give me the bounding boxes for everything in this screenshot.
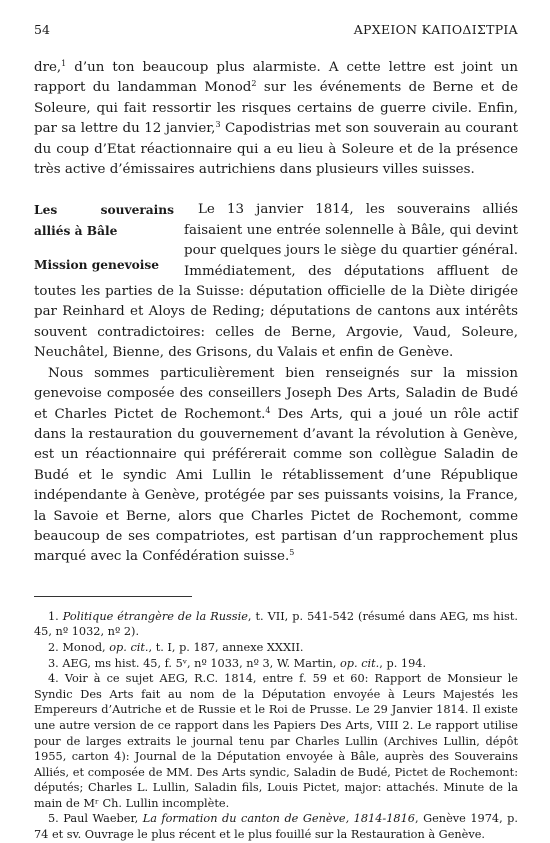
note-title: op. cit. <box>109 640 149 654</box>
text-run: d’un ton beaucoup plus alarmiste. A cette lettre est joint un rapport du landamman Monod <box>34 60 518 96</box>
text-run: sur les événements de Berne et de Soleure, qui fait ressortir les risques certains de guerre civile. Enfin, par sa lettre du 12 janvier, <box>34 80 518 137</box>
side-heading-souverains: Les souverains alliés à Bâle <box>34 203 174 238</box>
paragraph-1 <box>34 58 518 180</box>
note-text: , t. VII, p. 541-542 (résumé dans AEG, ms hist. 45, nº 1032, nº 2). <box>34 609 518 639</box>
note-title: Politique étrangère de la Russie <box>62 609 248 623</box>
note-title: op. cit. <box>339 656 380 670</box>
note-text: 3. AEG, ms hist. 45, f. 5ᵛ, nº 1033, nº 3, W. Martin, <box>48 656 340 670</box>
footnote-2 <box>34 640 518 656</box>
running-header <box>34 22 518 44</box>
footnote-ref-5: 5 <box>289 548 295 558</box>
paragraph-2: Le 13 janvier 1814, les souverains alliés faisaient une entrée solennelle à Bâle, qui devint pour quelques jours le siège du quartier général. Immédiatement, des députations affluent de toutes les parties de la Suisse: députation officielle de la Diète dirigée par Reinhard et Aloys de Reding; députations de cantons aux intérêts souvent contradictoires: celles de Berne, Argovie, Vaud, Soleure, Neuchâtel, Bienne, des Grisons, du Valais et enfin de Genève. <box>34 202 518 361</box>
footnote-ref-4: 4 <box>265 405 271 415</box>
footnotes <box>34 609 518 843</box>
page <box>34 22 518 843</box>
text-run: Des Arts, qui a joué un rôle actif dans la restauration du gouvernement d’avant la révolution à Genève, est un réactionnaire qui préférerait comme son collègue Saladin de Budé et le syndic Ami Lullin le rétablissement d’une République indépendante à Genève, protégée par ses puissants voisins, la France, la Savoie et Berne, alors que Charles Pictet de Rochemont, comme beaucoup de ses compatriotes, est partisan d’un rapprochement plus marqué avec la Confédération suisse. <box>34 406 518 565</box>
side-heading-mission: Mission genevoise <box>34 258 160 273</box>
main-text <box>34 58 518 568</box>
footnote-ref-2: 2 <box>251 79 257 89</box>
footnote-3 <box>34 656 518 672</box>
footnote-rule <box>34 596 192 597</box>
footnote-ref-3: 3 <box>215 120 221 130</box>
footnote-1 <box>34 609 518 640</box>
running-title: ΑΡΧΕΙΟΝ ΚΑΠΟΔΙΣΤΡΙΑ <box>353 22 518 37</box>
note-text: 5. Paul Waeber, <box>48 812 143 826</box>
section-souverains <box>34 200 518 567</box>
footnote-ref-1: 1 <box>61 59 67 68</box>
margin-headings <box>34 200 174 275</box>
note-title: La formation du canton de Genève, 1814-1816 <box>142 812 415 826</box>
footnote-5 <box>34 811 518 842</box>
note-text: 2. Monod, <box>48 640 110 654</box>
text-run: Capodistrias met son souverain au courant du coup d’Etat réactionnaire qui a eu lieu à Soleure et de la présence très active d’émissaires autrichiens dans plusieurs villes suisses. <box>34 121 518 178</box>
note-text: , p. 194. <box>379 656 427 670</box>
note-text: , t. I, p. 187, annexe XXXII. <box>148 640 304 654</box>
note-number: 1. <box>48 609 63 623</box>
footnote-4: 4. Voir à ce sujet AEG, R.C. 1814, entre f. 59 et 60: Rapport de Monsieur le Syndic Des Arts fait au nom de la Députation envoyée à Leurs Majestés les Empereurs d’Autriche et de Russie et le Roi de Prusse. Le 29 Janvier 1814. Il existe une autre version de ce rapport dans les Papiers Des Arts, VIII 2. Le rapport utilise pour de larges extraits le journal tenu par Charles Lullin (Archives Lullin, dépôt 1955, carton 4): Journal de la Députation envoyée à Bâle, auprès des Souverains Alliés, et composée de MM. Des Arts syndic, Saladin de Budé, Pictet de Rochemont: députés; Charles L. Lullin, Saladin fils, Louis Pictet, major: attachés. Minute de la main de Mʳ Ch. Lullin incomplète. <box>34 672 518 810</box>
page-number: 54 <box>34 22 50 37</box>
text-run: Nous sommes particulièrement bien renseignés sur la mission genevoise composée des conseillers Joseph Des Arts, Saladin de Budé et Charles Pictet de Rochemont. <box>34 365 518 422</box>
text-run: dre, <box>34 60 62 75</box>
note-text: , Genève 1974, p. 74 et sv. Ouvrage le plus récent et le plus fouillé sur la Restauration à Genève. <box>34 812 518 842</box>
paragraph-3 <box>34 364 518 568</box>
